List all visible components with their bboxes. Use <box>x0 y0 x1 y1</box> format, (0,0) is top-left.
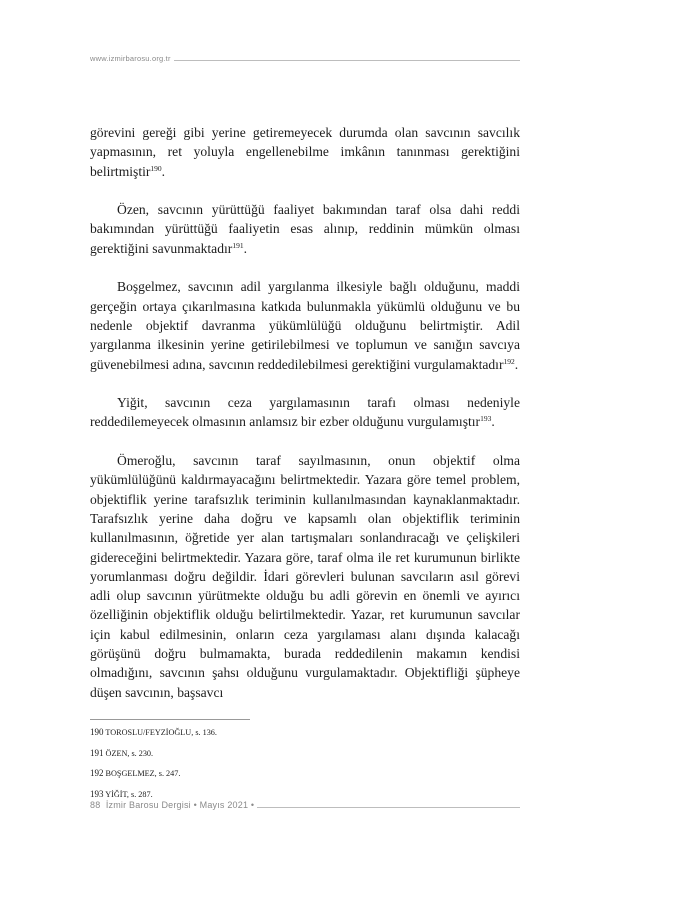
footnote-separator <box>90 719 250 720</box>
body-text <box>90 123 520 702</box>
footnote-text: BOŞGELMEZ, s. 247. <box>105 769 181 779</box>
journal-name: İzmir Barosu Dergisi <box>105 800 191 810</box>
footnote-ref[interactable]: 192 <box>503 356 515 366</box>
paragraph: Özen, savcının yürüttüğü faaliyet bakımından taraf olsa dahi reddi bakımından yürüttüğü faaliyetin esas alınıp, reddinin mümkün olması gerektiğini savunmaktadır$^{191}$. <box>90 202 520 256</box>
paragraph: Yiğit, savcının ceza yargılamasının tarafı olması nedeniyle reddedilemeyecek olmasının anlamsız bir ezber olduğunu vurgulamıştır$^{193}$. <box>90 395 520 430</box>
footnote <box>90 788 520 801</box>
page-number: 88 <box>90 800 101 810</box>
header-url[interactable]: www.izmirbarosu.org.tr <box>90 54 174 63</box>
paragraph: Boşgelmez, savcının adil yargılanma ilkesiyle bağlı olduğunu, maddi gerçeğin ortaya çıkarılmasına katkıda bulunmakla yükümlü olduğunu ve bu nedenle objektif davranma yükümlülüğü olduğunu belirtmiştir. Adil yargılanma ilkesinin yerine getirilebilmesi ve toplumun ve sanığın savcıya güvenebilmesi adına, savcının reddedilebilmesi gerektiğini vurgulamaktadır$^{192}$. <box>90 279 520 372</box>
footnote-number: 192 <box>90 768 104 779</box>
footer-trail: • <box>250 800 255 810</box>
footer-text <box>90 800 257 810</box>
footnote-ref[interactable]: 190 <box>150 163 162 173</box>
footnote-ref[interactable]: 193 <box>480 414 492 424</box>
footer-separator: • <box>193 800 197 810</box>
footnote-ref[interactable]: 191 <box>232 240 244 250</box>
footnotes <box>90 726 520 808</box>
footnote-number: 193 <box>90 788 104 799</box>
page-footer <box>90 800 520 814</box>
footnote-text: TOROSLU/FEYZİOĞLU, s. 136. <box>105 728 217 737</box>
footnote-number: 191 <box>90 747 104 758</box>
footnote-text: ÖZEN, s. 230. <box>105 748 154 758</box>
paragraph: görevini gereği gibi yerine getiremeyecek durumda olan savcının savcılık yapmasının, ret yoluyla engellenebilme imkânın tanınması gerektiğini belirtmiştir$^{190}$. <box>90 125 520 179</box>
paragraph: Ömeroğlu, savcının taraf sayılmasının, onun objektif olma yükümlülüğünü kaldırmayacağını belirtmektedir. Yazara göre temel problem, objektiflik yerine tarafsızlık teriminin kullanılmasından kaynaklanmaktadır. Tarafsızlık yerine daha doğru ve kapsamlı olan objektiflik teriminin kullanılmasının, öğretide yer alan tartışmaları sonlandıracağı ve çelişkileri gidereceğini belirtmektedir. Yazara göre, taraf olma ile ret kurumunun birlikte yorumlanması doğru değildir. İdari görevleri bulunan savcıların asıl görevi adli olup savcının yürütmekte olduğu bu adli görevin en önemli ve ayırıcı özelliğinin objektiflik olduğu belirtilmektedir. Yazar, ret kurumunun savcılar için kabul edilmesinin, onların ceza yargılaması alanı dışında kalacağı görüşünü doğru bulmamakta, burada reddedilenin makamın kendisi olmadığını, savcının şahsı olduğunu vurgulamaktadır. Objektifliği şüpheye düşen savcının, başsavcı <box>90 453 520 700</box>
footnote <box>90 747 520 760</box>
issue-date: Mayıs 2021 <box>199 800 249 810</box>
footnote-text: YİĞİT, s. 287. <box>105 789 153 799</box>
page-header <box>90 54 520 66</box>
footnote <box>90 726 520 739</box>
footnote <box>90 767 520 780</box>
footnote-number: 190 <box>90 727 104 737</box>
